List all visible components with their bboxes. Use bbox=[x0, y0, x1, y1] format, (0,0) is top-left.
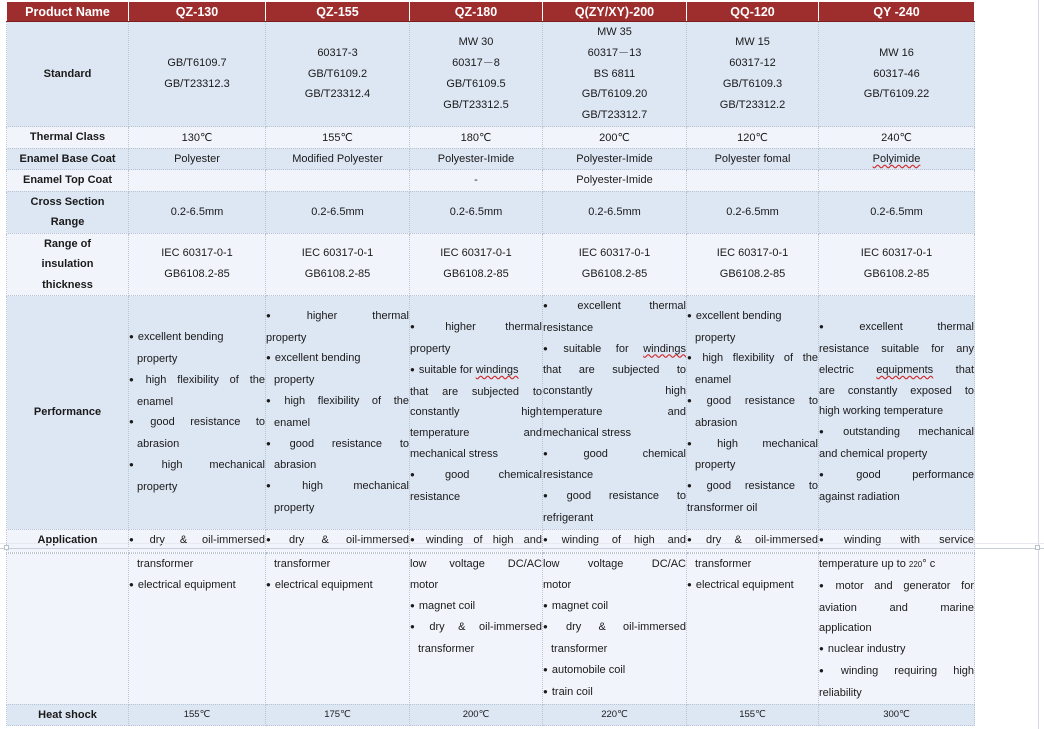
spec-table-bottom bbox=[6, 553, 975, 726]
cell-text-line: transformer bbox=[137, 558, 194, 570]
spec-table-top bbox=[6, 1, 975, 553]
cell-thermal-qy240: 240℃ bbox=[819, 127, 975, 149]
cell-cs-qz130: 0.2-6.5mm bbox=[129, 191, 266, 233]
cell-text-line: Cross Section bbox=[30, 195, 105, 208]
cell-text-line: thickness bbox=[42, 278, 93, 291]
row-insulation bbox=[7, 233, 975, 296]
cell-text-line: enamel bbox=[137, 395, 174, 408]
cell-ins-qz155 bbox=[266, 233, 410, 296]
cell-top-qy240 bbox=[819, 170, 975, 192]
col-header-qz-155: QZ-155 bbox=[266, 2, 410, 22]
row-label-application: Application bbox=[7, 529, 129, 552]
col-header-product-name: Product Name bbox=[7, 2, 129, 22]
cell-text-line: Range bbox=[50, 216, 85, 228]
cell-standard-qz155 bbox=[266, 22, 410, 127]
page-break-line-upper bbox=[0, 543, 1044, 544]
cell-ins-qz130 bbox=[129, 233, 266, 296]
cell-text-line: ● high mechanical bbox=[266, 476, 409, 498]
cell-text-line: abrasion bbox=[695, 416, 738, 429]
cell-perf-qy240 bbox=[819, 296, 975, 530]
cell-base-qz180: Polyester-Imide bbox=[410, 148, 543, 170]
cell-text-line: GB/T6109.5 bbox=[446, 78, 506, 90]
cell-text-line: ● winding with service bbox=[819, 530, 974, 552]
cell-text-line: property bbox=[266, 331, 307, 344]
cell-text-line: property bbox=[137, 352, 178, 365]
cell-text-line: electric bbox=[819, 363, 854, 376]
cell-text-line: 60317-12 bbox=[729, 57, 776, 70]
cell-text-line: MW 30 bbox=[458, 36, 494, 49]
cell-hs-q200: 220℃ bbox=[543, 704, 687, 726]
cell-top-q200: Polyester-Imide bbox=[543, 170, 687, 192]
cell-standard-qz180 bbox=[410, 22, 543, 127]
cell-text-line: resistance bbox=[410, 490, 461, 503]
cell-text-line: BS 6811 bbox=[593, 67, 636, 80]
cell-text-line: MW 16 bbox=[879, 46, 914, 59]
cell-ins-qq120 bbox=[687, 233, 819, 296]
cell-text-line: ● outstanding mechanical bbox=[819, 422, 974, 444]
cell-text-line: ● winding of high and bbox=[543, 530, 686, 552]
cell-text-line: GB6108.2-85 bbox=[719, 268, 786, 281]
row-label-base-coat: Enamel Base Coat bbox=[7, 148, 129, 170]
cell-text-line: temperature up to bbox=[819, 558, 906, 570]
cell-text-line: ● good resistance to bbox=[687, 476, 818, 498]
cell-base-qz130: Polyester bbox=[129, 148, 266, 170]
cell-text-line: GB/T6109.20 bbox=[581, 88, 648, 101]
cell-thermal-qz130: 130℃ bbox=[129, 127, 266, 149]
cell-text-line: ● higher thermal bbox=[266, 306, 409, 328]
cell-text-line: GB/T6109.7 bbox=[167, 57, 227, 70]
cell-thermal-q200: 200℃ bbox=[543, 127, 687, 149]
cell-text-line: reliability bbox=[819, 686, 862, 699]
cell-text-line: suitable for bbox=[563, 342, 629, 355]
cell-standard-qy240 bbox=[819, 22, 975, 127]
cell-perf-qz155 bbox=[266, 296, 410, 530]
cell-top-qz130 bbox=[129, 170, 266, 192]
cell-text-line: ● electrical equipment bbox=[266, 575, 409, 597]
column-marker bbox=[1035, 545, 1040, 550]
cell-base-qz155: Modified Polyester bbox=[266, 148, 410, 170]
cell-hs-qy240: 300℃ bbox=[819, 704, 975, 726]
cell-text-line: IEC 60317-0-1 bbox=[440, 247, 512, 260]
cell-text-line: ● dry & oil-immersed bbox=[410, 617, 542, 639]
cell-text-line: ● good resistance to bbox=[687, 391, 818, 413]
row-heat-shock bbox=[7, 704, 975, 726]
cell-text-line: that are subjected to bbox=[410, 385, 542, 398]
cell-text-line: that bbox=[955, 363, 975, 376]
cell-thermal-qq120: 120℃ bbox=[687, 127, 819, 149]
cell-text-line: transformer oil bbox=[687, 502, 758, 515]
cell-text-line: against radiation bbox=[819, 490, 900, 503]
cell-text-line: aviation and marine bbox=[819, 601, 974, 614]
cell-text-line: ● high flexibility of the bbox=[129, 370, 265, 392]
page-break-line bbox=[0, 548, 1044, 549]
cell-cs-qy240: 0.2-6.5mm bbox=[819, 191, 975, 233]
cell-standard-qz130 bbox=[129, 22, 266, 127]
cell-app-qq120 bbox=[687, 554, 819, 705]
cell-text-line: transformer bbox=[695, 558, 752, 570]
cell-text-line: and chemical property bbox=[819, 448, 928, 461]
cell-app-qz180 bbox=[410, 554, 543, 705]
cell-hs-qz155: 175℃ bbox=[266, 704, 410, 726]
cell-text-line: ● good chemical bbox=[410, 465, 542, 487]
cell-text-line: ● magnet coil bbox=[543, 596, 686, 618]
cell-text-line: IEC 60317-0-1 bbox=[578, 247, 651, 260]
header-row bbox=[7, 2, 975, 22]
cell-thermal-qz180: 180℃ bbox=[410, 127, 543, 149]
cell-text-line: resistance suitable for any bbox=[819, 343, 974, 356]
cell-ins-qz180 bbox=[410, 233, 543, 296]
cell-text-line: ● good resistance to bbox=[266, 434, 409, 456]
cell-text-line: application bbox=[819, 622, 872, 635]
row-label-insulation bbox=[7, 233, 129, 296]
cell-text-line: ● good resistance to bbox=[129, 412, 265, 434]
cell-text-line: motor bbox=[410, 578, 439, 591]
cell-text-line: ● excellent bending bbox=[266, 348, 409, 370]
cell-text-line: GB/T23312.2 bbox=[719, 98, 786, 111]
cell-text-line: ● high mechanical bbox=[687, 434, 818, 456]
cell-text-line: 60317-3 bbox=[317, 46, 358, 59]
cell-text-line: GB6108.2-85 bbox=[164, 268, 230, 281]
row-standard bbox=[7, 22, 975, 127]
cell-cs-qz180: 0.2-6.5mm bbox=[410, 191, 543, 233]
cell-text-line: resistance bbox=[543, 469, 594, 482]
cell-text-line: property bbox=[274, 502, 315, 515]
cell-text-line: 60317-46 bbox=[873, 67, 920, 80]
col-header-qz-130: QZ-130 bbox=[129, 2, 266, 22]
cell-text-line: insulation bbox=[41, 258, 94, 270]
cell-base-qy240 bbox=[819, 148, 975, 170]
cell-text-line: ● winding requiring high bbox=[819, 661, 974, 683]
row-application-continued bbox=[7, 554, 975, 705]
cell-text-line: ● automobile coil bbox=[543, 660, 686, 682]
row-label-heat-shock: Heat shock bbox=[7, 704, 129, 726]
cell-text-line: resistance bbox=[543, 321, 594, 334]
cell-text-line: ● dry & oil-immersed bbox=[543, 617, 686, 639]
cell-standard-qq120 bbox=[687, 22, 819, 127]
cell-text-line: ● dry & oil-immersed bbox=[129, 530, 265, 552]
cell-text-line: abrasion bbox=[137, 438, 180, 451]
cell-text-line: GB6108.2-85 bbox=[581, 268, 648, 281]
cell-text-line: ● high mechanical bbox=[129, 455, 265, 477]
row-performance bbox=[7, 296, 975, 530]
row-thermal-class bbox=[7, 127, 975, 149]
cell-ins-qy240 bbox=[819, 233, 975, 296]
cell-text-line: ● nuclear industry bbox=[819, 639, 974, 661]
col-header-qq-120: QQ-120 bbox=[687, 2, 819, 22]
cell-perf-qz130 bbox=[129, 296, 266, 530]
cell-text-line: GB/T23312.5 bbox=[443, 98, 509, 111]
cell-base-qq120: Polyester fomal bbox=[687, 148, 819, 170]
cell-text-line: ● train coil bbox=[543, 682, 686, 704]
row-label-application-continued bbox=[7, 554, 129, 705]
cell-cs-qz155: 0.2-6.5mm bbox=[266, 191, 410, 233]
cell-text-line: property bbox=[274, 374, 315, 387]
col-header-qy-240: QY -240 bbox=[819, 2, 975, 22]
cell-text-line: ● excellent thermal bbox=[543, 296, 686, 318]
cell-text-line: abrasion bbox=[274, 459, 317, 472]
cell-text-line: property bbox=[695, 331, 736, 344]
cell-text-line: IEC 60317-0-1 bbox=[716, 247, 789, 260]
row-cross-section bbox=[7, 191, 975, 233]
cell-text-line: suitable for bbox=[418, 363, 473, 376]
cell-text-line: property bbox=[410, 343, 451, 356]
cell-perf-qq120 bbox=[687, 296, 819, 530]
row-label-cross-section bbox=[7, 191, 129, 233]
cell-text-line: ° c bbox=[922, 558, 936, 570]
cell-text-line: property bbox=[137, 480, 178, 493]
cell-text-line: refrigerant bbox=[543, 511, 594, 524]
right-border-line bbox=[1038, 0, 1039, 729]
col-header-qz-180: QZ-180 bbox=[410, 2, 543, 22]
cell-text-line: windings bbox=[643, 342, 686, 355]
cell-text-line: are constantly exposed to bbox=[819, 384, 974, 397]
cell-app-q200 bbox=[543, 554, 687, 705]
cell-text-line: ● good resistance to bbox=[543, 486, 686, 508]
cell-text-line: 60317－13 bbox=[587, 46, 642, 59]
cell-text-line: transformer bbox=[418, 643, 475, 656]
cell-perf-qz180 bbox=[410, 296, 543, 530]
cell-text-line: ● good performance bbox=[819, 465, 974, 487]
cell-text-line: ● higher thermal bbox=[410, 317, 542, 339]
cell-top-qq120 bbox=[687, 170, 819, 192]
cell-text-line: ● dry & oil-immersed bbox=[687, 530, 818, 552]
cell-text-line: constantly high bbox=[410, 406, 542, 419]
cell-hs-qz180: 200℃ bbox=[410, 704, 543, 726]
cell-text-line: ● electrical equipment bbox=[687, 575, 818, 597]
cell-hs-qq120: 155℃ bbox=[687, 704, 819, 726]
cell-text-line: windings bbox=[475, 363, 519, 376]
cell-text-line: ● electrical equipment bbox=[129, 575, 265, 597]
polyimide-text: Polyimide bbox=[872, 152, 921, 165]
cell-text-line: ● magnet coil bbox=[410, 596, 542, 618]
cell-text-line: temperature and bbox=[543, 405, 686, 418]
cell-text-line: 60317－8 bbox=[452, 57, 500, 70]
cell-thermal-qz155: 155℃ bbox=[266, 127, 410, 149]
row-base-coat bbox=[7, 148, 975, 170]
cell-text-line: MW 35 bbox=[597, 26, 632, 38]
cell-hs-qz130: 155℃ bbox=[129, 704, 266, 726]
cell-text-line: MW 15 bbox=[735, 36, 770, 49]
cell-text-line: mechanical stress bbox=[543, 426, 632, 439]
cell-text-line: temperature and bbox=[410, 427, 542, 440]
column-marker bbox=[4, 545, 9, 550]
cell-text-line: mechanical stress bbox=[410, 448, 499, 461]
cell-ins-q200 bbox=[543, 233, 687, 296]
cell-text-line: transformer bbox=[274, 558, 331, 570]
cell-text-line: GB6108.2-85 bbox=[304, 268, 371, 281]
cell-perf-q200 bbox=[543, 296, 687, 530]
cell-text-line: ● dry & oil-immersed bbox=[266, 530, 409, 552]
cell-text-line: ● winding of high and bbox=[410, 530, 542, 552]
cell-text-line: GB6108.2-85 bbox=[863, 268, 930, 281]
cell-text-line: enamel bbox=[274, 416, 311, 429]
cell-text-line: IEC 60317-0-1 bbox=[860, 247, 933, 260]
cell-text-line: ● excellent bending bbox=[129, 327, 265, 349]
col-header-q-200: Q(ZY/XY)-200 bbox=[543, 2, 687, 22]
cell-text-line: ● high flexibility of the bbox=[687, 348, 818, 370]
cell-text-line: GB/T23312.3 bbox=[164, 78, 230, 90]
cell-text-line: high working temperature bbox=[819, 405, 944, 418]
cell-text-line: low voltage DC/AC bbox=[543, 558, 686, 570]
cell-text-line: GB/T6109.3 bbox=[722, 78, 783, 90]
cell-text-line: 220 bbox=[908, 560, 923, 569]
cell-text-line: IEC 60317-0-1 bbox=[301, 247, 374, 260]
cell-cs-q200: 0.2-6.5mm bbox=[543, 191, 687, 233]
cell-text-line: property bbox=[695, 459, 736, 472]
cell-text-line: ● high flexibility of the bbox=[266, 391, 409, 413]
cell-app-qz130 bbox=[129, 554, 266, 705]
cell-text-line: transformer bbox=[551, 643, 608, 656]
cell-text-line: constantly high bbox=[543, 385, 686, 398]
cell-app-qy240 bbox=[819, 554, 975, 705]
cell-text-line: enamel bbox=[695, 374, 732, 387]
cell-text-line: ● excellent bending bbox=[687, 306, 818, 328]
row-label-performance: Performance bbox=[7, 296, 129, 530]
row-top-coat bbox=[7, 170, 975, 192]
cell-text-line: GB/T23312.7 bbox=[581, 109, 648, 122]
cell-base-q200: Polyester-Imide bbox=[543, 148, 687, 170]
cell-text-line: GB6108.2-85 bbox=[443, 268, 509, 281]
cell-text-line: equipments bbox=[876, 363, 934, 376]
row-label-top-coat: Enamel Top Coat bbox=[7, 170, 129, 192]
cell-text-line: IEC 60317-0-1 bbox=[161, 247, 233, 260]
cell-text-line: that are subjected to bbox=[543, 364, 686, 377]
cell-text-line: low voltage DC/AC bbox=[410, 558, 542, 570]
row-label-standard: Standard bbox=[7, 22, 129, 127]
cell-text-line: Range of bbox=[43, 237, 92, 250]
cell-top-qz180: - bbox=[410, 170, 543, 192]
cell-text-line: ● good chemical bbox=[543, 444, 686, 466]
cell-text-line: GB/T6109.2 bbox=[307, 67, 368, 80]
cell-standard-q200 bbox=[543, 22, 687, 127]
cell-text-line: GB/T23312.4 bbox=[304, 88, 371, 101]
cell-text-line: motor bbox=[543, 578, 572, 591]
cell-app-qz155 bbox=[266, 554, 410, 705]
cell-text-line: ● motor and generator for bbox=[819, 576, 974, 598]
cell-text-line: ● excellent thermal bbox=[819, 317, 974, 339]
cell-top-qz155 bbox=[266, 170, 410, 192]
cell-cs-qq120: 0.2-6.5mm bbox=[687, 191, 819, 233]
cell-text-line: GB/T6109.22 bbox=[863, 88, 930, 101]
row-label-thermal-class: Thermal Class bbox=[7, 127, 129, 149]
